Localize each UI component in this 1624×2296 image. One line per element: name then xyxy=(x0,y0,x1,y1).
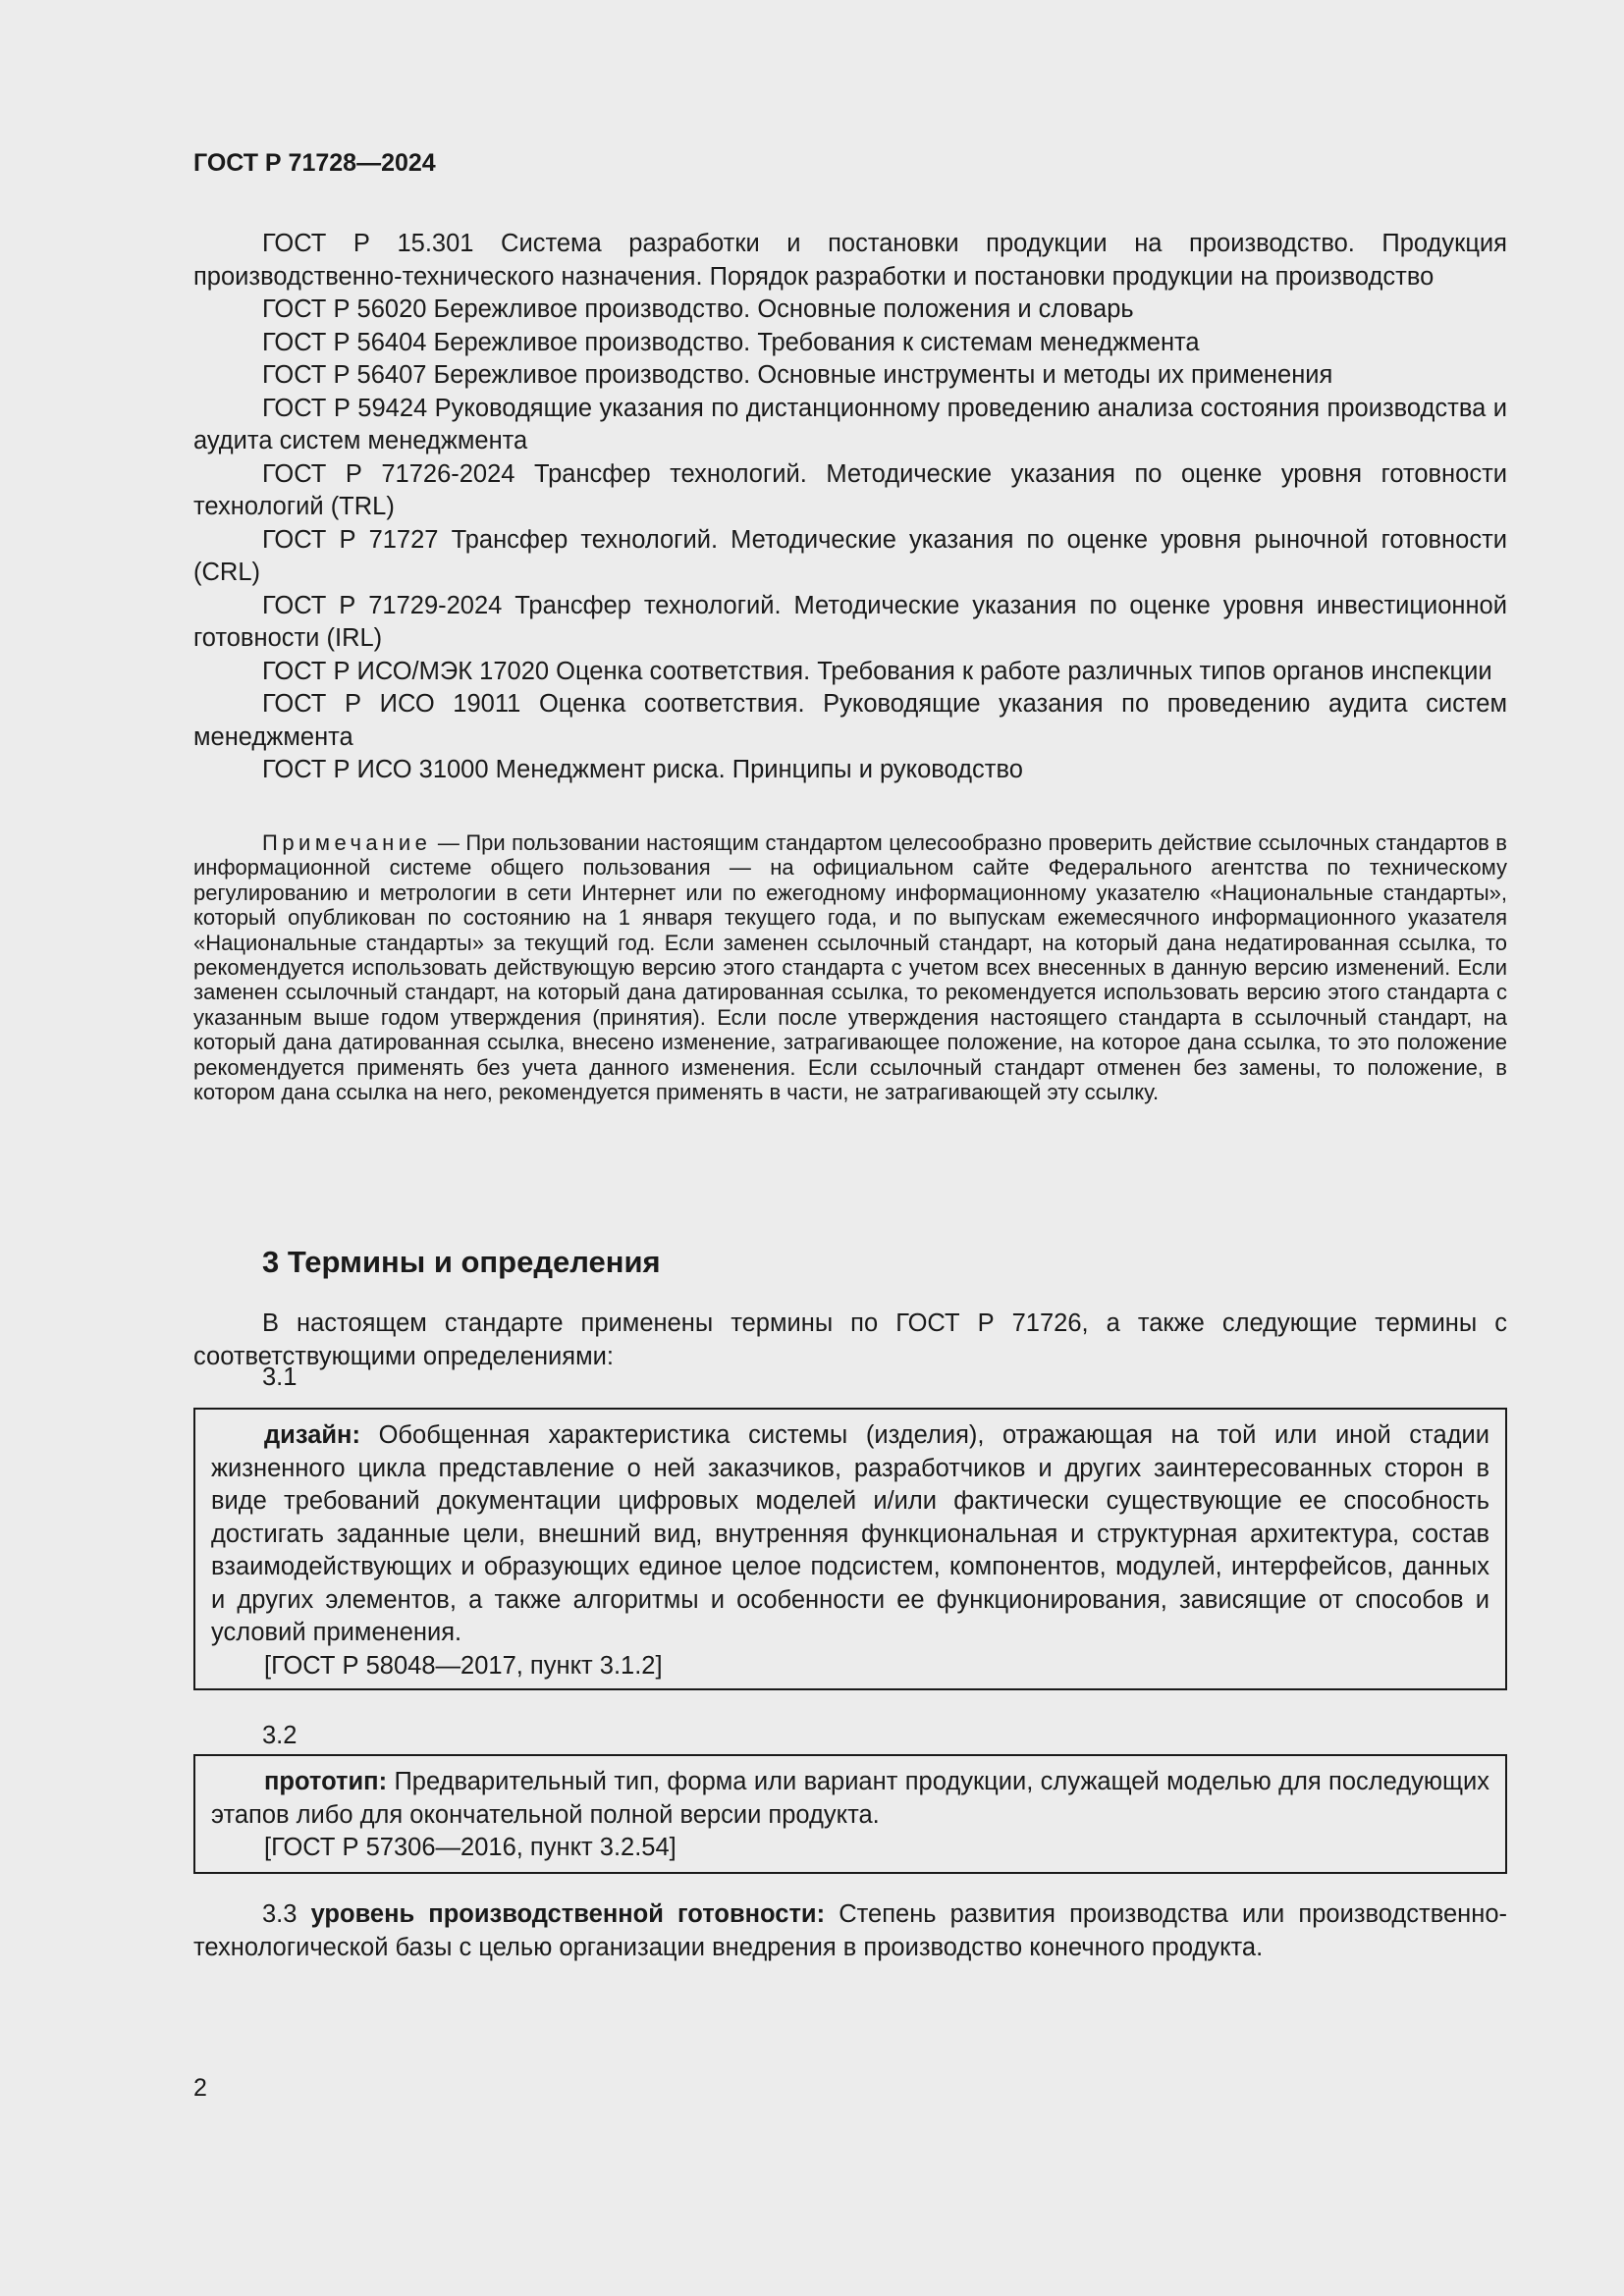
term-definition-box xyxy=(193,1754,1507,1874)
reference-item: ГОСТ Р 15.301 Система разработки и постановки продукции на производство. Продукция производственно-технического назначения. Порядок разработки и постановки продукции на производство xyxy=(193,230,1507,291)
reference-item: ГОСТ Р 56020 Бережливое производство. Основные положения и словарь xyxy=(262,295,1134,323)
references-note xyxy=(193,830,1507,1104)
term-definition xyxy=(211,1766,1489,1832)
reference-item: ГОСТ Р ИСО 19011 Оценка соответствия. Руководящие указания по проведению аудита систем менеджмента xyxy=(193,690,1507,751)
term-definition-box xyxy=(193,1408,1507,1690)
reference-item: ГОСТ Р 71726-2024 Трансфер технологий. Методические указания по оценке уровня готовности технологий (TRL) xyxy=(193,459,1507,520)
reference-item: ГОСТ Р 56407 Бережливое производство. Основные инструменты и методы их применения xyxy=(262,361,1333,389)
page-number: 2 xyxy=(193,2074,207,2102)
reference-item: ГОСТ Р 71729-2024 Трансфер технологий. Методические указания по оценке уровня инвестиционной готовности (IRL) xyxy=(193,591,1507,652)
reference-item: ГОСТ Р ИСО 31000 Менеджмент риска. Принципы и руководство xyxy=(262,756,1023,783)
document-header: ГОСТ Р 71728—2024 xyxy=(193,149,436,177)
reference-item: ГОСТ Р 59424 Руководящие указания по дистанционному проведению анализа состояния производства и аудита систем менеджмента xyxy=(193,394,1507,454)
section-title: 3 Термины и определения xyxy=(262,1245,661,1279)
section-intro xyxy=(193,1308,1507,1373)
term-number: 3.2 xyxy=(262,1722,298,1749)
reference-item: ГОСТ Р 71727 Трансфер технологий. Методические указания по оценке уровня рыночной готовности (CRL) xyxy=(193,525,1507,586)
term-name: дизайн: xyxy=(264,1421,360,1449)
section-intro-text: В настоящем стандарте применены термины по ГОСТ Р 71726, а также следующие термины с соответствующими определениями: xyxy=(193,1309,1507,1370)
note-label: Примечание xyxy=(262,830,432,855)
term-name: прототип: xyxy=(264,1768,388,1795)
term-name: уровень производственной готовности: xyxy=(310,1900,826,1928)
term-definition xyxy=(211,1419,1489,1650)
normative-references-list xyxy=(193,228,1507,787)
term-definition-text: Обобщенная характеристика системы (изделия), отражающая на той или иной стадии жизненного цикла представление о ней заказчиков, разработчиков и других заинтересованных сторон в виде требований документации цифровых моделей и/или фактически существующие ее способность достигать заданные цели, внешний вид, внутренняя функциональная и структурная архитектура, состав взаимодействующих и образующих единое целое подсистем, компонентов, модулей, интерфейсов, данных и других элементов, а также алгоритмы и особенности ее функционирования, зависящие от способов и условий применения. xyxy=(211,1421,1489,1646)
reference-item: ГОСТ Р ИСО/МЭК 17020 Оценка соответствия. Требования к работе различных типов органов инспекции xyxy=(262,657,1492,685)
term-number: 3.1 xyxy=(262,1363,298,1391)
note-text: — При пользовании настоящим стандартом целесообразно проверить действие ссылочных стандартов в информационной системе общего пользования — на официальном сайте Федерального агентства по техническому регулированию и метрологии в сети Интернет или по ежегодному информационному указателю «Национальные стандарты», который опубликован по состоянию на 1 января текущего года, и по выпускам ежемесячного информационного указателя «Национальные стандарты» за текущий год. Если заменен ссылочный стандарт, на который дана недатированная ссылка, то рекомендуется использовать действующую версию этого стандарта с учетом всех внесенных в данную версию изменений. Если заменен ссылочный стандарт, на который дана датированная ссылка, то рекомендуется использовать версию этого стандарта с указанным выше годом утверждения (принятия). Если после утверждения настоящего стандарта в ссылочный стандарт, на который дана датированная ссылка, внесено изменение, затрагивающее положение, на которое дана ссылка, то это положение рекомендуется применять без учета данного изменения. Если ссылочный стандарт отменен без замены, то положение, в котором дана ссылка на него, рекомендуется применять в части, не затрагивающей эту ссылку. xyxy=(193,830,1507,1105)
term-definition-text: Предварительный тип, форма или вариант продукции, служащей моделью для последующих этапов либо для окончательной полной версии продукта. xyxy=(211,1768,1489,1829)
term-source: [ГОСТ Р 57306—2016, пункт 3.2.54] xyxy=(264,1834,677,1861)
term-source: [ГОСТ Р 58048—2017, пункт 3.1.2] xyxy=(264,1651,663,1680)
reference-item: ГОСТ Р 56404 Бережливое производство. Требования к системам менеджмента xyxy=(262,328,1200,356)
term-definition-text: Степень развития производства или производственно-технологической базы с целью организации внедрения в производство конечного продукта. xyxy=(193,1900,1507,1961)
term-number: 3.3 xyxy=(262,1900,298,1928)
term-entry xyxy=(193,1898,1507,1964)
term-definition xyxy=(193,1898,1507,1964)
